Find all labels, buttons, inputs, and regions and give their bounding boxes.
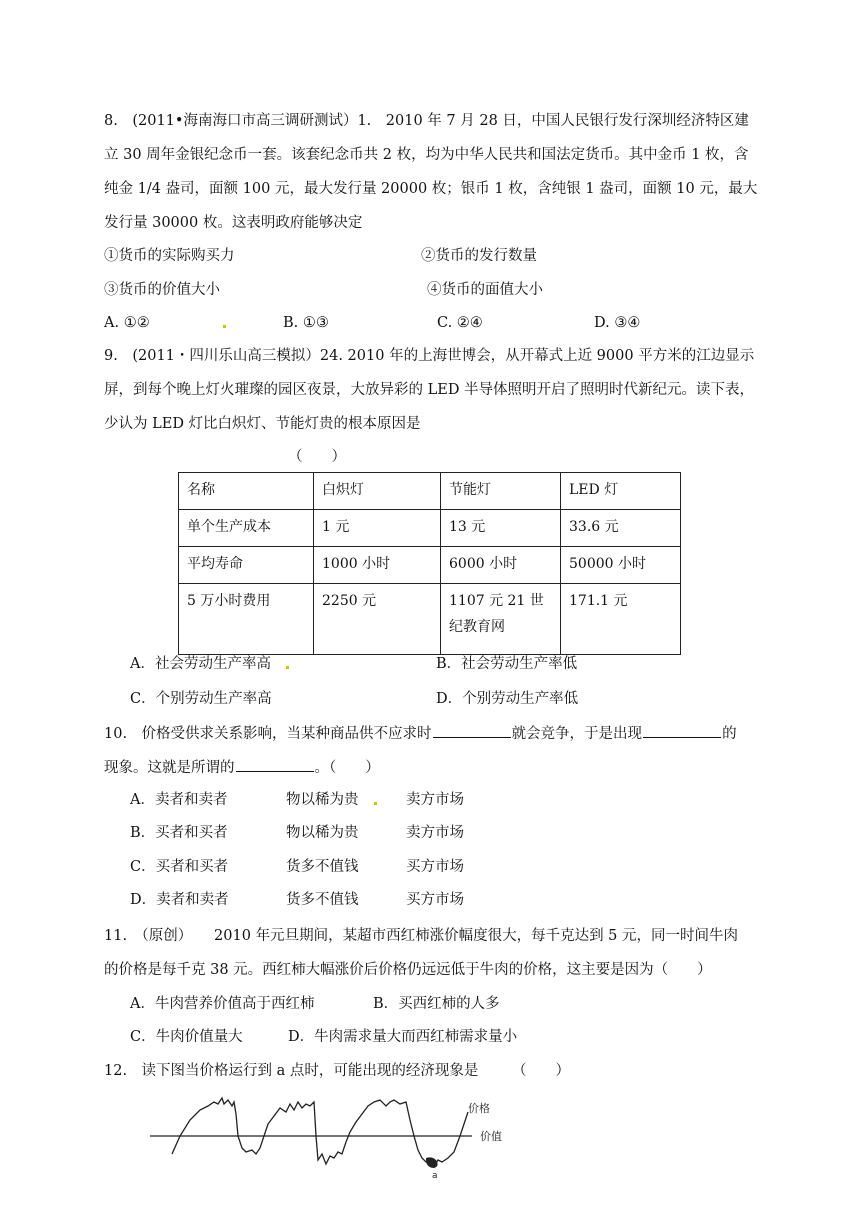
q10-option-col3: 买方市场 — [406, 892, 464, 908]
table-cell: 1000 小时 — [314, 547, 441, 584]
q10-option-a[interactable] — [130, 790, 464, 810]
q8-option-c[interactable]: C. ②④ — [437, 315, 483, 331]
table-cell: 名称 — [179, 473, 314, 510]
question-10-stem-line1 — [104, 723, 737, 744]
q10-option-d[interactable] — [130, 890, 464, 910]
table-cell: 1 元 — [314, 510, 441, 547]
q10-blank-1[interactable] — [433, 723, 511, 738]
q11-option-c[interactable]: C．牛肉价值量大 — [130, 1029, 243, 1045]
point-a-label: a — [432, 1171, 438, 1181]
q10-option-col3: 买方市场 — [406, 859, 464, 875]
table-row — [179, 510, 681, 547]
q8-option-a[interactable]: A. ①② — [104, 315, 150, 331]
q11-option-d[interactable]: D．牛肉需求量大而西红柿需求量小 — [288, 1029, 518, 1045]
q10-option-col2: 物以稀为贵 — [286, 792, 359, 808]
q10-option-col1: A．卖者和卖者 — [130, 792, 228, 808]
q10-text-3: 的 — [722, 726, 737, 742]
q10-option-col2: 货多不值钱 — [286, 859, 359, 875]
q10-option-col2: 物以稀为贵 — [286, 825, 359, 841]
q10-text-1: 10. 价格受供求关系影响，当某种商品供不应求时 — [104, 726, 432, 742]
q10-text-5: 。（ ） — [314, 760, 380, 776]
marker-dot — [286, 666, 289, 669]
q10-option-col3: 卖方市场 — [406, 792, 464, 808]
price-value-figure — [150, 1092, 510, 1182]
price-label: 价格 — [468, 1102, 490, 1115]
q11-option-a[interactable]: A．牛肉营养价值高于西红柿 — [130, 996, 315, 1012]
q8-item-3: ③货币的价值大小 — [104, 282, 220, 298]
marker-dot — [374, 802, 377, 805]
table-cell: 平均寿命 — [179, 547, 314, 584]
q12-answer-paren: （ ） — [512, 1063, 570, 1079]
q8-item-1: ①货币的实际购买力 — [104, 248, 235, 264]
table-cell: 50000 小时 — [561, 547, 681, 584]
q10-blank-2[interactable] — [643, 723, 721, 738]
q9-option-a[interactable]: A．社会劳动生产率高 — [130, 656, 271, 672]
marker-dot — [223, 325, 226, 328]
price-curve — [172, 1098, 468, 1166]
q9-answer-paren: （ ） — [288, 449, 346, 465]
table-cell: 5 万小时费用 — [179, 584, 314, 655]
q9-option-c[interactable]: C．个别劳动生产率高 — [130, 691, 272, 707]
point-a-marker — [426, 1157, 438, 1168]
q10-text-4: 现象。这就是所谓的 — [104, 760, 235, 776]
q10-option-c[interactable] — [130, 857, 464, 877]
question-11-stem-line2: 的价格是每千克 38 元。西红柿大幅涨价后价格仍远远低于牛肉的价格，这主要是因为（ ） — [104, 962, 712, 978]
table-row — [179, 584, 681, 655]
table-cell: 33.6 元 — [561, 510, 681, 547]
q9-option-b[interactable]: B．社会劳动生产率低 — [436, 656, 578, 672]
table-row — [179, 547, 681, 584]
question-11-stem-line1: 11. （原创） 2010 年元旦期间，某超市西红柿涨价幅度很大，每千克达到 5 元，同一时间牛肉 — [104, 928, 739, 944]
table-cell: 1107 元 21 世纪教育网 — [441, 584, 561, 655]
table-cell: LED 灯 — [561, 473, 681, 510]
table-cell: 节能灯 — [441, 473, 561, 510]
table-cell: 白炽灯 — [314, 473, 441, 510]
table-cell: 13 元 — [441, 510, 561, 547]
q8-item-2: ②货币的发行数量 — [421, 248, 537, 264]
question-10-stem-line2 — [104, 757, 380, 778]
question-12-stem: 12. 读下图当价格运行到 a 点时，可能出现的经济现象是 — [104, 1063, 479, 1079]
q9-data-table — [178, 472, 681, 655]
q10-blank-3[interactable] — [236, 757, 314, 772]
table-header-row — [179, 473, 681, 510]
question-8-stem: 8. (2011•海南海口市高三调研测试）1. 2010 年 7 月 28 日，中国人民银行发行深圳经济特区建立 30 周年金银纪念币一套。该套纪念币共 2 枚，均为中华人民共和国法定货币。其中金币 1 枚，含纯金 1/4 盎司，面额 100 元，最大发行量 20000 枚；银币 1 枚，含纯银 1 盎司，面额 10 元，最大发行量 30000 枚。这表明政府能够决定 — [104, 113, 758, 231]
q11-option-b[interactable]: B．买西红柿的人多 — [373, 996, 500, 1012]
q10-option-col1: B．买者和买者 — [130, 825, 228, 841]
table-cell: 单个生产成本 — [179, 510, 314, 547]
q10-option-col1: C．买者和买者 — [130, 859, 229, 875]
q8-option-d[interactable]: D. ③④ — [594, 315, 641, 331]
value-label: 价值 — [480, 1130, 502, 1143]
question-9-stem: 9. (2011・四川乐山高三模拟）24. 2010 年的上海世博会，从开幕式上近 9000 平方米的江边显示屏，到每个晚上灯火璀璨的园区夜景，大放异彩的 LED 半导体照明开启了照明时代新纪元。读下表，少认为 LED 灯比白炽灯、节能灯贵的根本原因是 — [104, 348, 755, 432]
q9-option-d[interactable]: D．个别劳动生产率低 — [436, 691, 579, 707]
q10-option-b[interactable] — [130, 823, 464, 843]
q8-option-b[interactable]: B. ①③ — [283, 315, 329, 331]
q10-option-col1: D．卖者和卖者 — [130, 892, 229, 908]
table-cell: 171.1 元 — [561, 584, 681, 655]
q10-option-col3: 卖方市场 — [406, 825, 464, 841]
table-cell: 6000 小时 — [441, 547, 561, 584]
q10-text-2: 就会竞争，于是出现 — [511, 726, 643, 742]
q10-option-col2: 货多不值钱 — [286, 892, 359, 908]
table-cell: 2250 元 — [314, 584, 441, 655]
q8-item-4: ④货币的面值大小 — [427, 282, 543, 298]
